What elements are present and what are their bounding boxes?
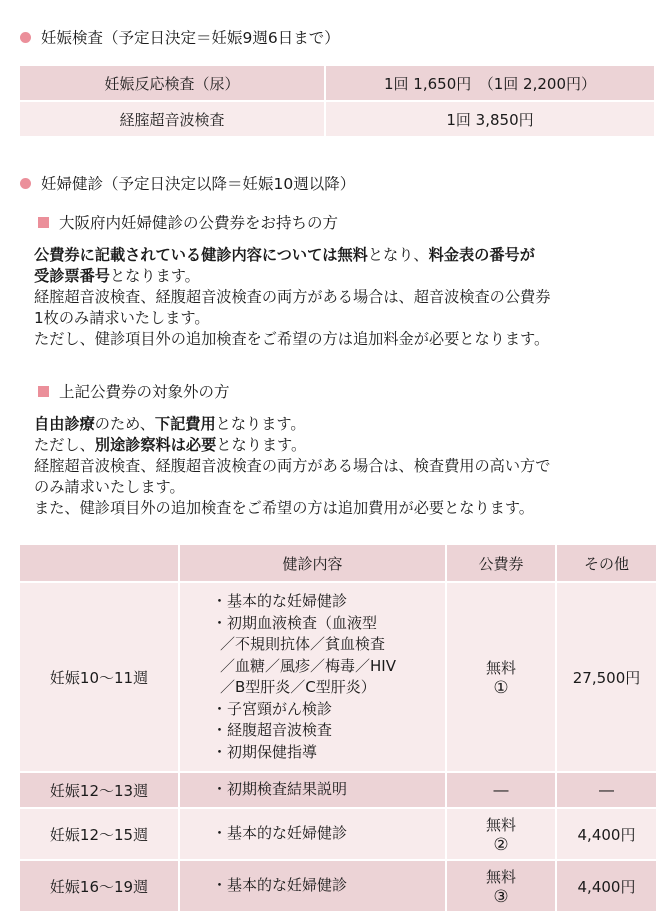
subheading-text: 上記公費券の対象外の方 (59, 383, 230, 401)
plain-text: となります。 (215, 415, 306, 433)
section-heading-text: 妊婦健診（予定日決定以降＝妊娠10週以降） (41, 175, 356, 193)
plain-text: のため、 (94, 415, 155, 433)
emphasis-text: 受診票番号 (34, 267, 110, 285)
section-heading-pregnancy-test (20, 26, 340, 48)
emphasis-text: 別途診察料は必要 (94, 436, 217, 454)
plain-text: ただし、 (34, 436, 95, 454)
paragraph-line: のみ請求いたします。 (34, 478, 185, 496)
content-item: ・初期血液検査（血液型 (212, 613, 378, 632)
header-cell-other: その他 (556, 544, 657, 582)
section-heading-text: 妊娠検査（予定日決定＝妊娠9週6日まで） (41, 29, 340, 47)
content-item: ・経腹超音波検査 (212, 721, 333, 739)
emphasis-text: 公費券に記載されている健診内容については無料 (34, 246, 368, 264)
header-cell-content: 健診内容 (179, 544, 446, 582)
voucher-number: ③ (493, 886, 509, 907)
paragraph-line (34, 414, 654, 435)
period-cell: 妊娠12～15週 (19, 808, 179, 860)
test-name: 経腟超音波検査 (19, 101, 325, 137)
header-cell-voucher: 公費券 (446, 544, 556, 582)
bullet-dot-icon (20, 178, 31, 189)
bullet-square-icon (38, 217, 49, 228)
content-item: ／B型肝炎／C型肝炎） (220, 678, 376, 696)
paragraph-line (34, 435, 654, 456)
paragraph-line (34, 245, 654, 266)
content-item: ／血糖／風疹／梅毒／HIV (220, 656, 396, 675)
plain-text: となり、 (367, 246, 429, 264)
subheading-text: 大阪府内妊婦健診の公費券をお持ちの方 (59, 214, 339, 232)
voucher-label: 無料 (485, 867, 516, 886)
test-name: 妊娠反応検査（尿） (19, 65, 325, 101)
other-fee-cell: 27,500円 (556, 582, 657, 772)
bullet-dot-icon (20, 32, 31, 43)
plain-text: となります。 (216, 436, 307, 454)
bullet-square-icon (38, 386, 49, 397)
pregnancy-test-table (18, 64, 656, 138)
content-cell (179, 860, 446, 912)
content-item: ・初期保健指導 (212, 742, 318, 761)
content-cell (179, 582, 446, 772)
paragraph-line: 経腟超音波検査、経腹超音波検査の両方がある場合は、検査費用の高い方で (34, 457, 551, 475)
other-fee-cell: 4,400円 (556, 808, 657, 860)
table-row (19, 808, 657, 860)
paragraph-line (34, 266, 654, 287)
voucher-cell: ― (446, 772, 556, 808)
content-item: ・基本的な妊婦健診 (212, 592, 348, 610)
emphasis-text: 料金表の番号が (428, 246, 535, 264)
header-cell-period (19, 544, 179, 582)
period-cell: 妊娠12～13週 (19, 772, 179, 808)
subheading-non-voucher (38, 380, 230, 402)
emphasis-text: 下記費用 (154, 415, 216, 433)
voucher-label: 無料 (485, 658, 516, 677)
period-cell: 妊娠10～11週 (19, 582, 179, 772)
subheading-voucher-holders (38, 211, 338, 233)
content-cell (179, 772, 446, 808)
prenatal-fee-table (18, 543, 658, 913)
voucher-label: 無料 (485, 815, 516, 834)
plain-text: となります。 (109, 267, 200, 285)
paragraph-line: また、健診項目外の追加検査をご希望の方は追加費用が必要となります。 (34, 499, 534, 517)
section-heading-prenatal-checkup (20, 172, 355, 194)
voucher-cell (446, 808, 556, 860)
voucher-number: ① (493, 677, 509, 698)
content-item: ・基本的な妊婦健診 (212, 876, 348, 895)
content-item: ／不規則抗体／貧血検査 (220, 635, 386, 653)
paragraph-line: ただし、健診項目外の追加検査をご希望の方は追加料金が必要となります。 (34, 330, 550, 348)
paragraph-line: 1枚のみ請求いたします。 (34, 309, 210, 327)
test-price: 1回 1,650円 （1回 2,200円） (325, 65, 655, 101)
table-row (19, 65, 655, 101)
test-price: 1回 3,850円 (325, 101, 655, 137)
table-row (19, 860, 657, 912)
voucher-holders-paragraph (34, 245, 654, 350)
non-voucher-paragraph (34, 414, 654, 519)
content-item: ・基本的な妊婦健診 (212, 824, 348, 843)
content-cell (179, 808, 446, 860)
paragraph-line: 経腟超音波検査、経腹超音波検査の両方がある場合は、超音波検査の公費券 (34, 288, 551, 306)
content-item: ・初期検査結果説明 (212, 780, 348, 799)
other-fee-cell: 4,400円 (556, 860, 657, 912)
table-header-row (19, 544, 657, 582)
table-row (19, 101, 655, 137)
content-item: ・子宮頸がん検診 (212, 699, 333, 718)
table-row (19, 582, 657, 772)
table-row (19, 772, 657, 808)
emphasis-text: 自由診療 (34, 415, 95, 433)
other-fee-cell: ― (556, 772, 657, 808)
voucher-cell (446, 860, 556, 912)
voucher-cell (446, 582, 556, 772)
voucher-number: ② (493, 834, 509, 855)
period-cell: 妊娠16～19週 (19, 860, 179, 912)
